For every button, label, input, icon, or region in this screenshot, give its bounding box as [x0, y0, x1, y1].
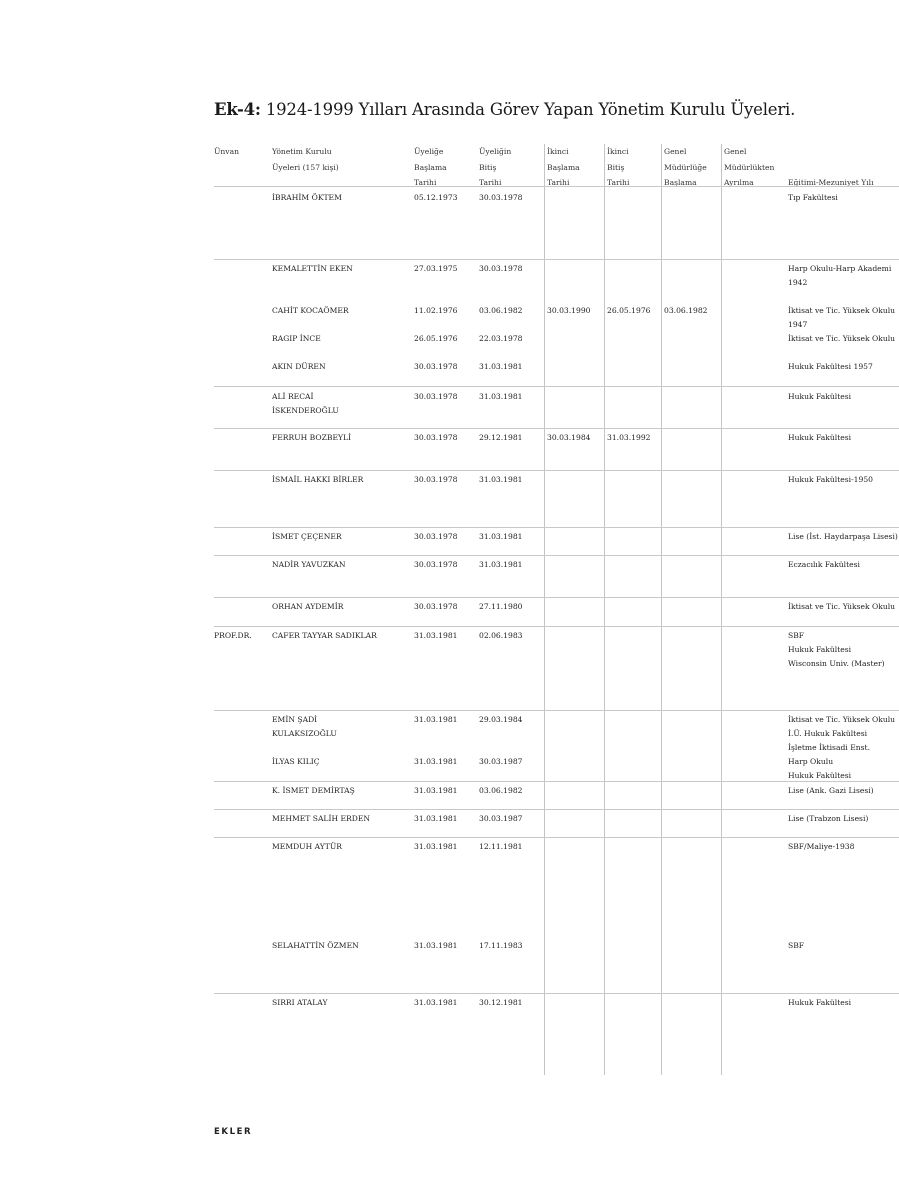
- cell-edu: Hukuk Fakültesi-1950: [788, 475, 873, 484]
- cell-end: 31.03.1981: [479, 362, 523, 371]
- cell-end: 02.06.1983: [479, 631, 523, 640]
- column-divider: [544, 144, 545, 1075]
- cell-edu: SBF: [788, 941, 805, 950]
- row-divider: [214, 809, 899, 810]
- cell-start: 30.03.1978: [414, 532, 458, 541]
- cell-edu: SBF Hukuk Fakültesi Wisconsin Univ. (Master): [788, 631, 885, 668]
- cell-name: KEMALETTİN EKEN: [272, 264, 353, 273]
- cell-edu: Hukuk Fakültesi: [788, 392, 852, 401]
- cell-edu: Hukuk Fakültesi 1957: [788, 362, 873, 371]
- row-divider: [214, 386, 899, 387]
- cell-edu: Hukuk Fakültesi: [788, 998, 852, 1007]
- cell-name: CAHİT KOCAÖMER: [272, 306, 349, 315]
- cell-end: 29.03.1984: [479, 715, 523, 724]
- cell-start: 30.03.1978: [414, 475, 458, 484]
- row-divider: [214, 555, 899, 556]
- cell-end: 03.06.1982: [479, 306, 523, 315]
- cell-end: 22.03.1978: [479, 334, 523, 343]
- appendix-title: 1924-1999 Yılları Arasında Görev Yapan Yönetim Kurulu Üyeleri.: [265, 100, 796, 119]
- cell-end: 27.11.1980: [479, 602, 523, 611]
- cell-end2: 26.05.1976: [607, 306, 651, 315]
- cell-end: 12.11.1981: [479, 842, 523, 851]
- cell-name: İLYAS KILIÇ: [272, 757, 320, 766]
- cell-end: 30.03.1987: [479, 814, 523, 823]
- cell-edu: Lise (Ank. Gazi Lisesi): [788, 786, 874, 795]
- cell-name: FERRUH BOZBEYLİ: [272, 433, 352, 442]
- row-divider: [214, 626, 899, 627]
- cell-start: 26.05.1976: [414, 334, 458, 343]
- cell-name: NADİR YAVUZKAN: [272, 560, 346, 569]
- cell-name: MEMDUH AYTÜR: [272, 842, 342, 851]
- cell-end: 03.06.1982: [479, 786, 523, 795]
- cell-name: RAGIP İNCE: [272, 334, 321, 343]
- cell-end: 30.03.1987: [479, 757, 523, 766]
- cell-edu: Harp Okulu Hukuk Fakültesi: [788, 757, 852, 780]
- cell-end: 29.12.1981: [479, 433, 523, 442]
- cell-name: ALİ RECAİ İSKENDEROĞLU: [272, 392, 339, 415]
- cell-start: 30.03.1978: [414, 433, 458, 442]
- cell-end: 31.03.1981: [479, 560, 523, 569]
- cell-end: 30.03.1978: [479, 193, 523, 202]
- cell-name: K. İSMET DEMİRTAŞ: [272, 786, 355, 795]
- column-header-name: Yönetim Kurulu Üyeleri (157 kişi): [272, 147, 339, 172]
- cell-edu: SBF/Maliye-1938: [788, 842, 855, 851]
- cell-start: 31.03.1981: [414, 631, 458, 640]
- cell-start: 05.12.1973: [414, 193, 458, 202]
- column-header-gm-start: Genel Müdürlüğe Başlama: [664, 147, 707, 188]
- cell-end: 30.03.1978: [479, 264, 523, 273]
- cell-start: 30.03.1978: [414, 602, 458, 611]
- row-divider: [214, 597, 899, 598]
- row-divider: [214, 993, 899, 994]
- cell-start: 31.03.1981: [414, 842, 458, 851]
- cell-start: 31.03.1981: [414, 757, 458, 766]
- cell-edu: İktisat ve Tic. Yüksek Okulu: [788, 602, 896, 611]
- row-divider: [214, 710, 899, 711]
- cell-edu: İktisat ve Tic. Yüksek Okulu: [788, 334, 896, 343]
- cell-end: 30.12.1981: [479, 998, 523, 1007]
- cell-start: 31.03.1981: [414, 786, 458, 795]
- cell-start: 31.03.1981: [414, 715, 458, 724]
- cell-edu: Lise (Trabzon Lisesi): [788, 814, 869, 823]
- cell-name: ORHAN AYDEMİR: [272, 602, 344, 611]
- cell-start: 30.03.1978: [414, 392, 458, 401]
- cell-name: SELAHATTİN ÖZMEN: [272, 941, 359, 950]
- cell-name: İSMAİL HAKKI BİRLER: [272, 475, 364, 484]
- cell-name: CAFER TAYYAR SADIKLAR: [272, 631, 377, 640]
- cell-name: İSMET ÇEÇENER: [272, 532, 342, 541]
- column-header-end: Üyeliğin Bitiş Tarihi: [479, 147, 512, 188]
- cell-start: 27.03.1975: [414, 264, 458, 273]
- cell-edu: İktisat ve Tic. Yüksek Okulu 1947: [788, 306, 896, 329]
- column-divider: [604, 144, 605, 1075]
- row-divider: [214, 470, 899, 471]
- row-divider: [214, 259, 899, 260]
- cell-start: 31.03.1981: [414, 998, 458, 1007]
- cell-start: 31.03.1981: [414, 814, 458, 823]
- cell-end: 31.03.1981: [479, 475, 523, 484]
- column-header-start: Üyeliğe Başlama Tarihi: [414, 147, 447, 188]
- cell-edu: Hukuk Fakültesi: [788, 433, 852, 442]
- cell-end: 31.03.1981: [479, 392, 523, 401]
- column-header-gm-end: Genel Müdürlükten Ayrılma: [724, 147, 775, 188]
- cell-start: 31.03.1981: [414, 941, 458, 950]
- appendix-label: Ek-4:: [214, 100, 261, 119]
- cell-name: SIRRI ATALAY: [272, 998, 328, 1007]
- cell-edu: Lise (İst. Haydarpaşa Lisesi): [788, 532, 898, 541]
- cell-name: İBRAHİM ÖKTEM: [272, 193, 342, 202]
- cell-name: AKIN DÜREN: [272, 362, 326, 371]
- cell-edu: Eczacılık Fakültesi: [788, 560, 860, 569]
- cell-end: 31.03.1981: [479, 532, 523, 541]
- column-header-end2: İkinci Bitiş Tarihi: [607, 147, 630, 188]
- cell-start: 30.03.1978: [414, 560, 458, 569]
- cell-unvan: PROF.DR.: [214, 631, 252, 640]
- cell-start2: 30.03.1990: [547, 306, 591, 315]
- cell-name: MEHMET SALİH ERDEN: [272, 814, 371, 823]
- row-divider: [214, 186, 899, 187]
- row-divider: [214, 428, 899, 429]
- row-divider: [214, 837, 899, 838]
- cell-edu: Tıp Fakültesi: [788, 193, 838, 202]
- footer-section-label: EKLER: [214, 1127, 253, 1137]
- column-header-start2: İkinci Başlama Tarihi: [547, 147, 580, 188]
- cell-start2: 30.03.1984: [547, 433, 591, 442]
- cell-end: 17.11.1983: [479, 941, 523, 950]
- cell-start: 11.02.1976: [414, 306, 458, 315]
- cell-start: 30.03.1978: [414, 362, 458, 371]
- cell-name: EMİN ŞADİ KULAKSIZOĞLU: [272, 715, 337, 738]
- page-title: [214, 100, 795, 119]
- cell-edu: Harp Okulu-Harp Akademi 1942: [788, 264, 892, 287]
- row-divider: [214, 527, 899, 528]
- column-header-unvan: Ünvan: [214, 147, 239, 156]
- column-header-edu: Eğitimi-Mezuniyet Yılı: [788, 178, 874, 187]
- column-divider: [721, 144, 722, 1075]
- cell-gm-start: 03.06.1982: [664, 306, 708, 315]
- column-divider: [661, 144, 662, 1075]
- cell-end2: 31.03.1992: [607, 433, 651, 442]
- cell-edu: İktisat ve Tic. Yüksek Okulu İ.Ü. Hukuk Fakültesi İşletme İktisadi Enst.: [788, 715, 896, 752]
